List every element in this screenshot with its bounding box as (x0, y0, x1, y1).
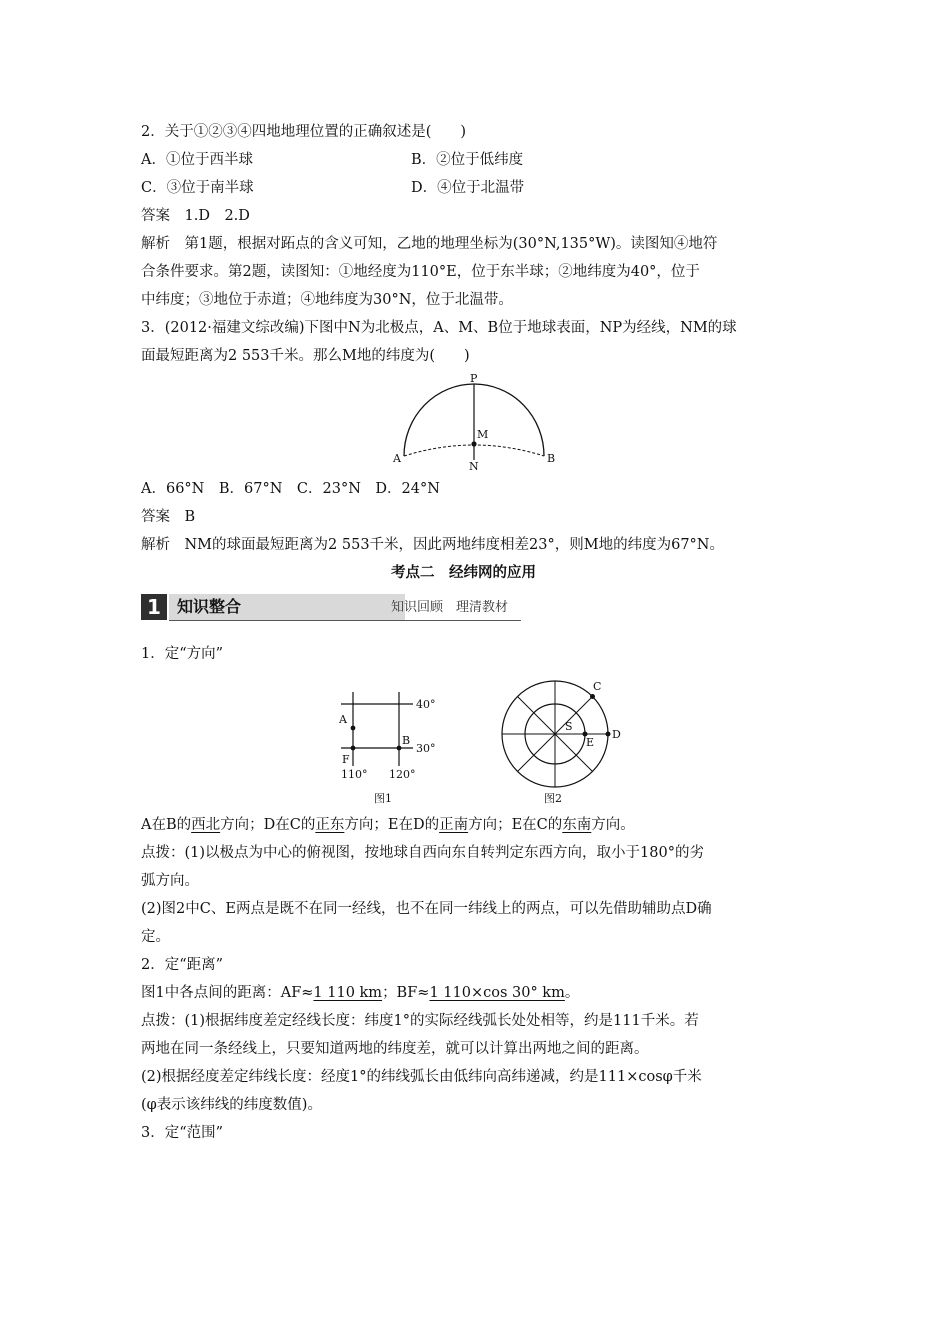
text-run: 方向；E在C的 (468, 817, 563, 833)
blank-answer: 西北 (191, 817, 221, 833)
label-b: B (402, 734, 411, 747)
label-c: C (593, 680, 602, 693)
blank-answer: 东南 (562, 817, 592, 833)
blank-answer: 1 110×cos 30° km (429, 985, 565, 1001)
text-run: 图1中各点间的距离：AF≈ (141, 985, 314, 1001)
label-e: E (586, 736, 595, 749)
label-d: D (612, 728, 621, 741)
tip-line: 点拨：(1)根据纬度差定经线长度：纬度1°的实际经线弧长处处相等，约是111千米。若 (141, 1013, 699, 1029)
explanation-3: 解析 NM的球面最短距离为2 553千米，因此两地纬度相差23°，则M地的纬度为67°N。 (141, 537, 724, 553)
q3-stem-line: 3．(2012·福建文综改编)下图中N为北极点，A、M、B位于地球表面，NP为经线，NM的球 (141, 320, 737, 336)
section-title: 考点二 经纬网的应用 (391, 564, 536, 581)
tip-line: (2)图2中C、E两点是既不在同一经线，也不在同一纬线上的两点，可以先借助辅助点D确 (141, 901, 712, 917)
label-110: 110° (341, 768, 368, 781)
point-b (397, 746, 402, 751)
fig2-caption: 图2 (544, 792, 562, 805)
label-n: N (469, 460, 479, 472)
banner-number: 1 (141, 594, 167, 620)
banner-title: 知识整合 (169, 594, 405, 620)
q3-stem-line: 面最短距离为2 553千米。那么M地的纬度为( ) (141, 348, 470, 364)
label-a: A (339, 713, 347, 726)
blank-answer: 1 110 km (313, 985, 383, 1001)
s1-heading: 1．定“方向” (141, 646, 224, 662)
q2-stem: 2．关于①②③④四地地理位置的正确叙述是( ) (141, 124, 467, 140)
q2-option-a: A．①位于西半球 (141, 152, 253, 168)
q2-option-c: C．③位于南半球 (141, 180, 254, 196)
tip-line: 点拨：(1)以极点为中心的俯视图，按地球自西向东自转判定东西方向，取小于180°的劣 (141, 845, 704, 861)
knowledge-banner (141, 594, 521, 622)
label-f: F (342, 753, 350, 766)
banner-rule (169, 620, 521, 621)
label-30: 30° (416, 742, 436, 755)
text-run: 方向。 (591, 817, 635, 833)
point-f (351, 746, 356, 751)
text-run: 方向；E在D的 (344, 817, 440, 833)
q2-option-b: B．②位于低纬度 (411, 152, 524, 168)
label-a: A (393, 452, 401, 465)
tip-line: 弧方向。 (141, 873, 199, 889)
label-m: M (477, 428, 489, 441)
text-run: 方向；D在C的 (220, 817, 316, 833)
text-run: 。 (564, 985, 580, 1001)
blank-answer: 正南 (439, 817, 469, 833)
explanation-line: 解析 第1题，根据对跖点的含义可知，乙地的地理坐标为(30°N,135°W)。读图知④地符 (141, 236, 718, 252)
answer-3: 答案 B (141, 509, 196, 525)
label-b: B (547, 452, 556, 465)
s2-heading: 2．定“距离” (141, 957, 224, 973)
text-run: ；BF≈ (382, 985, 430, 1001)
answer-1-2: 答案 1.D 2.D (141, 208, 250, 224)
figure-1 (333, 688, 443, 808)
blank-answer: 正东 (315, 817, 345, 833)
q2-option-d: D．④位于北温带 (411, 180, 525, 196)
label-s: S (565, 720, 573, 733)
point-c (590, 694, 595, 699)
point-m (471, 441, 476, 446)
hemisphere-figure (390, 372, 560, 472)
s3-heading: 3．定“范围” (141, 1125, 224, 1141)
distance-answer (141, 983, 579, 1003)
figure-2 (498, 678, 628, 808)
q3-options: A．66°N B．67°N C．23°N D．24°N (141, 481, 440, 497)
text-run: A在B的 (141, 817, 192, 833)
tip-line: 定。 (141, 929, 170, 945)
tip-line: (2)根据经度差定纬线长度：经度1°的纬线弧长由低纬向高纬递减，约是111×cosφ千米 (141, 1069, 702, 1085)
fig1-caption: 图1 (374, 792, 392, 805)
explanation-line: 中纬度；③地位于赤道；④地纬度为30°N，位于北温带。 (141, 292, 513, 308)
explanation-line: 合条件要求。第2题，读图知：①地经度为110°E，位于东半球；②地纬度为40°，位于 (141, 264, 700, 280)
point-d (606, 732, 611, 737)
direction-answer (141, 815, 635, 835)
label-p: P (470, 372, 478, 385)
tip-line: 两地在同一条经线上，只要知道两地的纬度差，就可以计算出两地之间的距离。 (141, 1041, 649, 1057)
point-a (351, 726, 356, 731)
label-120: 120° (389, 768, 416, 781)
tip-line: (φ表示该纬线的纬度数值)。 (141, 1097, 322, 1113)
banner-subtitle: 知识回顾 理清教材 (391, 600, 509, 615)
label-40: 40° (416, 698, 436, 711)
